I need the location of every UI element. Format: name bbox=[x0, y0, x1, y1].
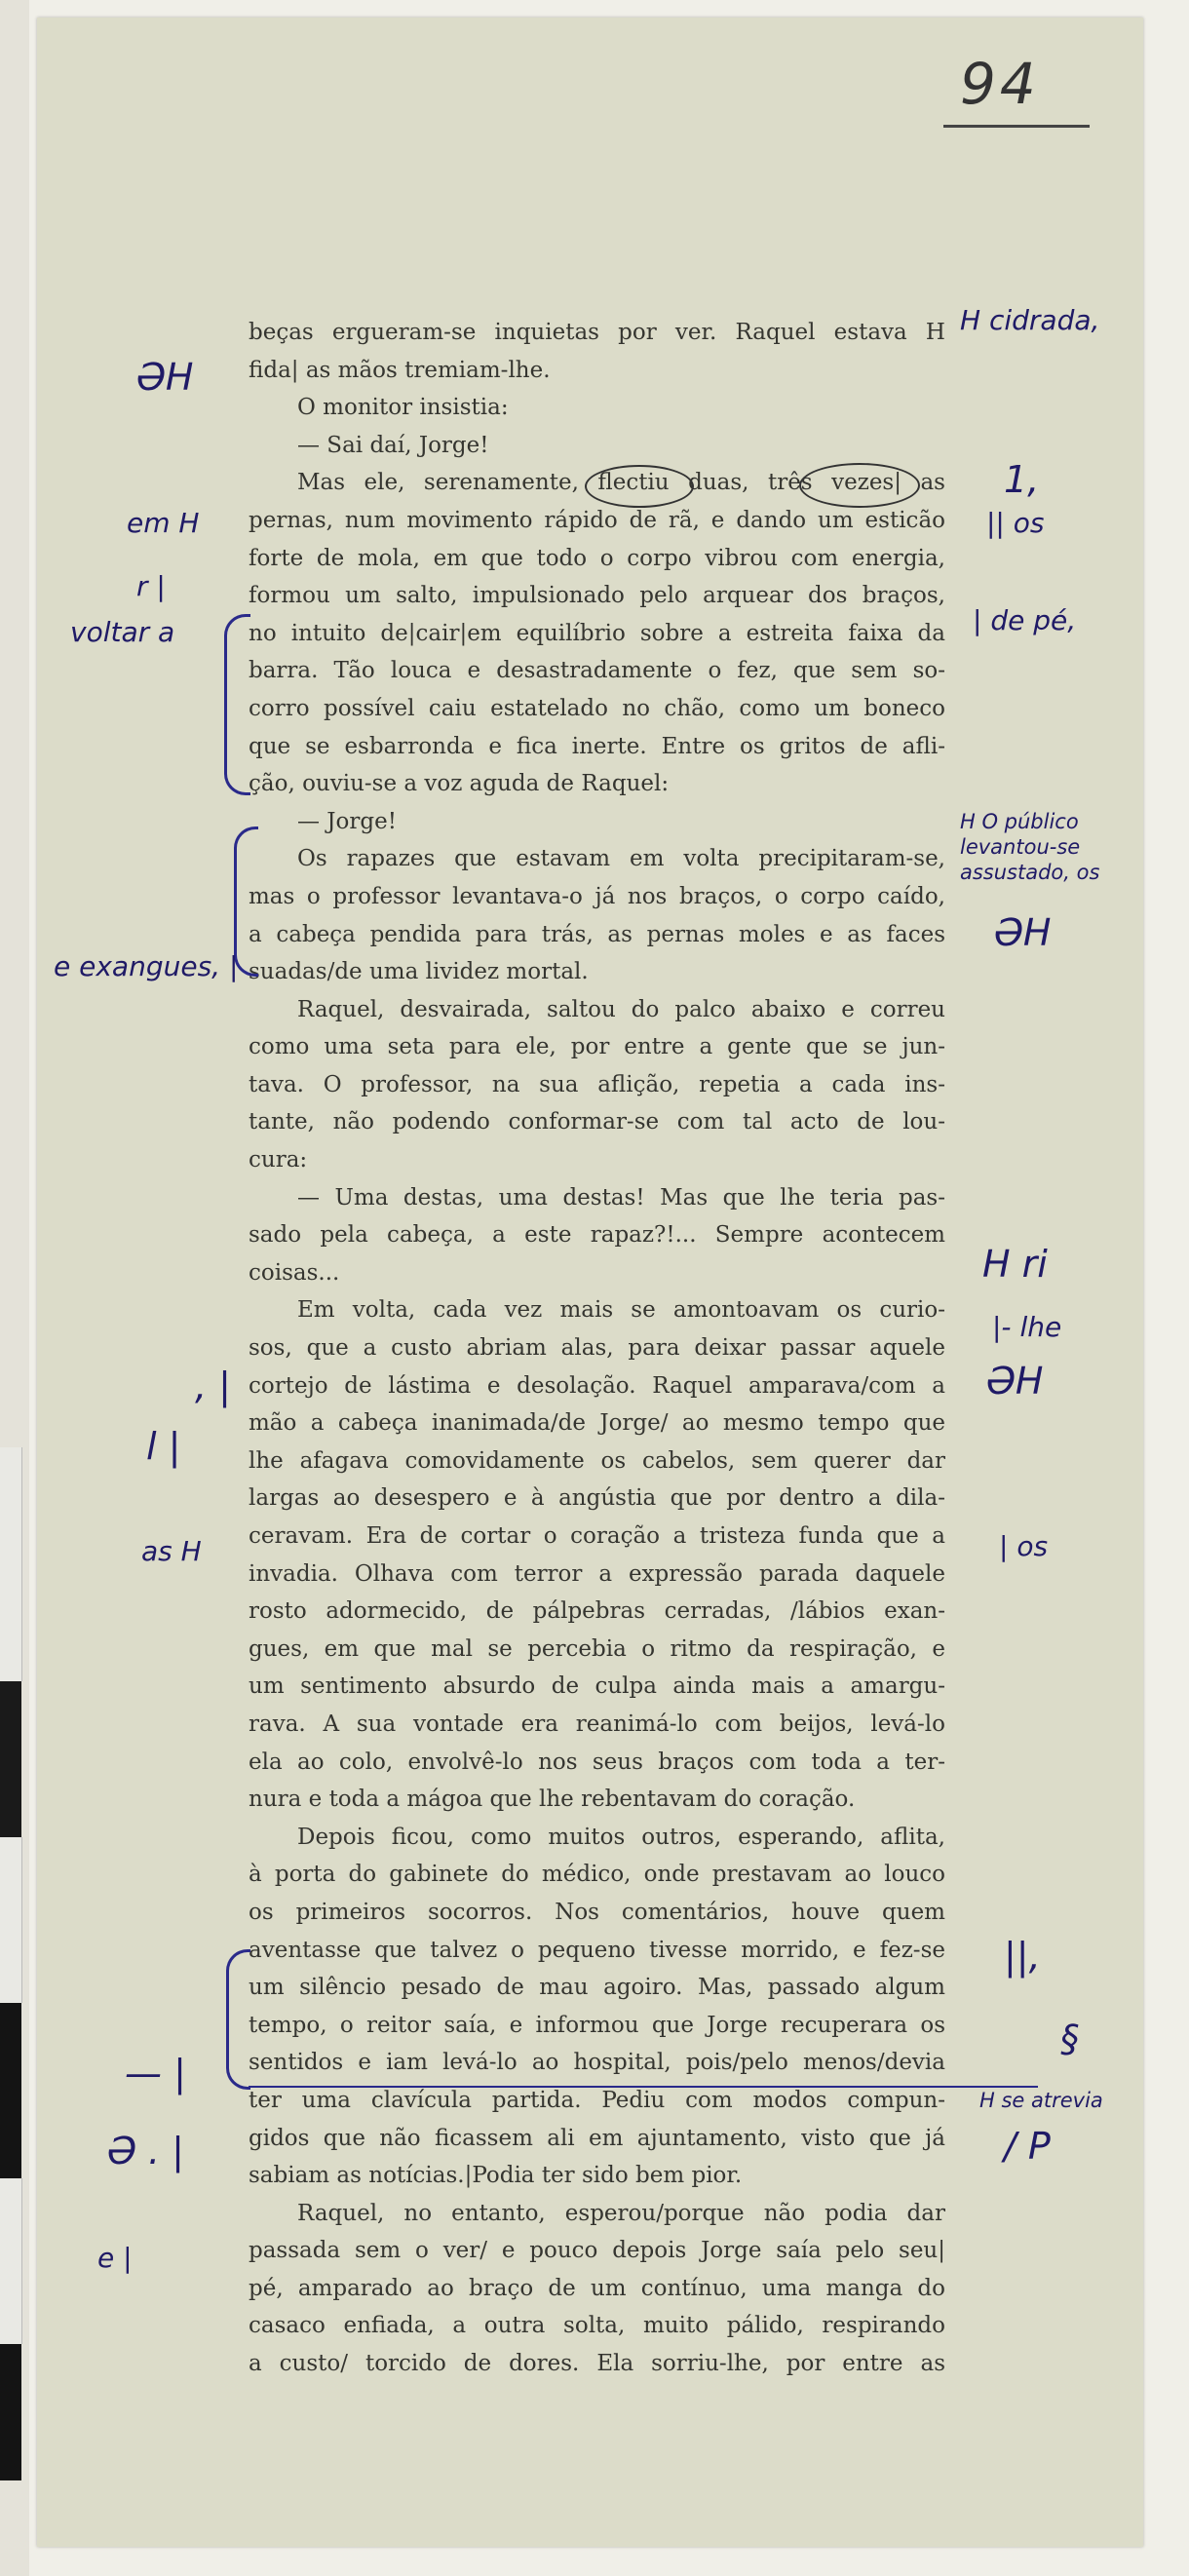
text-line: — Uma destas, uma destas! Mas que lhe teria pas- bbox=[297, 1184, 945, 1211]
margin-note-left: e | bbox=[97, 2242, 133, 2274]
text-line: a cabeça pendida para trás, as pernas moles e as faces bbox=[249, 921, 945, 947]
text-line: ter uma clavícula partida. Pediu com modos compun- bbox=[249, 2087, 945, 2113]
scale-ruler-segment bbox=[0, 2344, 21, 2480]
text-line: gidos que não ficassem ali em ajuntamento, visto que já bbox=[249, 2125, 945, 2151]
text-line: tante, não podendo conformar-se com tal acto de lou- bbox=[249, 1109, 945, 1135]
margin-note-right: H ri bbox=[982, 1243, 1048, 1286]
page-number: 94 bbox=[960, 51, 1040, 117]
margin-note-right: ƏH bbox=[994, 911, 1052, 954]
scale-ruler-segment bbox=[0, 1837, 22, 2003]
margin-note-right: / P bbox=[1004, 2125, 1051, 2168]
text-line: fida| as mãos tremiam-lhe. bbox=[249, 357, 551, 383]
margin-note-right: ƏH bbox=[986, 1360, 1044, 1403]
text-line: invadia. Olhava com terror a expressão parada daquele bbox=[249, 1560, 945, 1587]
text-line: sabiam as notícias.|Podia ter sido bem pior. bbox=[249, 2163, 743, 2189]
margin-note-right: H cidrada, bbox=[960, 304, 1100, 336]
text-line: no intuito de|cair|em equilíbrio sobre a estreita faixa da bbox=[249, 620, 945, 646]
text-line: beças ergueram-se inquietas por ver. Raquel estava H bbox=[249, 320, 945, 345]
text-line: ela ao colo, envolvê-lo nos seus braços com toda a ter- bbox=[249, 1749, 945, 1775]
margin-note-left: — | bbox=[125, 2052, 186, 2095]
text-line: passada sem o ver/ e pouco depois Jorge saía pelo seu| bbox=[249, 2238, 945, 2264]
circled-word-mark bbox=[799, 463, 920, 508]
text-line: um sentimento absurdo de culpa ainda mais a amargu- bbox=[249, 1673, 945, 1700]
margin-note-right: |- lhe bbox=[992, 1311, 1062, 1343]
page-number-underline bbox=[943, 125, 1090, 128]
margin-bracket-mark bbox=[224, 614, 250, 795]
text-line: ceravam. Era de cortar o coração a tristeza funda que a bbox=[249, 1523, 945, 1549]
margin-note-right: | de pé, bbox=[973, 604, 1077, 636]
text-line: à porta do gabinete do médico, onde prestavam ao louco bbox=[249, 1862, 945, 1888]
text-line: sado pela cabeça, a este rapaz?!... Sempre acontecem bbox=[249, 1222, 945, 1249]
text-line: corro possível caiu estatelado no chão, como um boneco bbox=[249, 695, 945, 721]
text-line: gues, em que mal se percebia o ritmo da respiração, e bbox=[249, 1635, 945, 1662]
margin-note-right: 1, bbox=[1004, 458, 1040, 501]
text-line: um silêncio pesado de mau agoiro. Mas, passado algum bbox=[249, 1975, 945, 2001]
text-line: mão a cabeça inanimada/de Jorge/ ao mesmo tempo que bbox=[249, 1410, 945, 1437]
scale-ruler-segment bbox=[0, 2178, 22, 2344]
text-line: rosto adormecido, de pálpebras cerradas, /lábios exan- bbox=[249, 1598, 945, 1625]
text-line: a custo/ torcido de dores. Ela sorriu-lhe, por entre as bbox=[249, 2351, 945, 2377]
body-text bbox=[249, 314, 945, 2383]
text-line: sentidos e iam levá-lo ao hospital, pois/pelo menos/devia bbox=[249, 2050, 945, 2076]
text-line: os primeiros socorros. Nos comentários, houve quem bbox=[249, 1899, 945, 1925]
text-line: O monitor insistia: bbox=[297, 395, 509, 421]
circled-word-mark bbox=[585, 465, 694, 508]
margin-note-left: e exangues, | bbox=[54, 950, 239, 982]
text-line: Em volta, cada vez mais se amontoavam os curio- bbox=[297, 1297, 945, 1324]
text-line: formou um salto, impulsionado pelo arquear dos braços, bbox=[249, 583, 945, 609]
text-line: como uma seta para ele, por entre a gente que se jun- bbox=[249, 1034, 945, 1060]
text-line: Raquel, desvairada, saltou do palco abaixo e correu bbox=[297, 996, 945, 1022]
text-line: forte de mola, em que todo o corpo vibrou com energia, bbox=[249, 545, 945, 571]
scale-ruler-segment bbox=[0, 1447, 22, 1681]
scale-ruler-segment bbox=[0, 2003, 21, 2178]
text-line: Os rapazes que estavam em volta precipitaram-se, bbox=[297, 846, 945, 872]
margin-note-left: , | bbox=[195, 1365, 231, 1407]
scale-ruler-segment bbox=[0, 1681, 21, 1837]
margin-note-right: § bbox=[1060, 2018, 1079, 2060]
text-line: — Jorge! bbox=[297, 808, 397, 834]
text-line: tava. O professor, na sua aflição, repetia a cada ins- bbox=[249, 1071, 945, 1097]
text-line: sos, que a custo abriam alas, para deixar passar aquele bbox=[249, 1335, 945, 1362]
margin-note-left: ƏH bbox=[136, 356, 194, 399]
margin-note-left: r | bbox=[136, 570, 166, 602]
margin-note-right: ||, bbox=[1004, 1935, 1041, 1978]
margin-bracket-mark bbox=[226, 1949, 250, 2090]
text-line: Raquel, no entanto, esperou/porque não podia dar bbox=[297, 2200, 945, 2226]
text-line: cura: bbox=[249, 1147, 308, 1173]
text-line: largas ao desespero e à angústia que por dentro a dila- bbox=[249, 1485, 945, 1512]
text-line: — Sai daí, Jorge! bbox=[297, 432, 489, 458]
text-line: lhe afagava comovidamente os cabelos, sem querer dar bbox=[249, 1447, 945, 1474]
insertion-line-mark bbox=[249, 2086, 1038, 2088]
text-line: Depois ficou, como muitos outros, esperando, aflita, bbox=[297, 1824, 945, 1850]
text-line: Mas ele, serenamente, flectiu duas, três vezes| as bbox=[297, 470, 945, 496]
margin-note-right: H O público levantou-se assustado, os bbox=[960, 810, 1100, 884]
text-line: aventasse que talvez o pequeno tivesse morrido, e fez-se bbox=[249, 1937, 945, 1963]
margin-note-left: as H bbox=[141, 1535, 202, 1567]
text-line: coisas... bbox=[249, 1259, 340, 1286]
text-line: rava. A sua vontade era reanimá-lo com beijos, levá-lo bbox=[249, 1711, 945, 1737]
text-line: pé, amparado ao braço de um contínuo, uma manga do bbox=[249, 2275, 945, 2301]
text-line: cortejo de lástima e desolação. Raquel amparava/com a bbox=[249, 1372, 945, 1399]
text-line: que se esbarronda e fica inerte. Entre os gritos de afli- bbox=[249, 733, 945, 759]
margin-note-left: l | bbox=[146, 1425, 181, 1468]
text-line: casaco enfiada, a outra solta, muito pálido, respirando bbox=[249, 2313, 945, 2339]
text-line: barra. Tão louca e desastradamente o fez, que sem so- bbox=[249, 658, 945, 684]
margin-note-left: Ə . | bbox=[107, 2130, 184, 2172]
text-line: nura e toda a mágoa que lhe rebentavam do coração. bbox=[249, 1787, 856, 1813]
text-line: mas o professor levantava-o já nos braços, o corpo caído, bbox=[249, 883, 945, 909]
text-line: suadas/de uma lividez mortal. bbox=[249, 959, 589, 985]
margin-note-left: voltar a bbox=[70, 616, 175, 648]
margin-note-left: em H bbox=[127, 507, 200, 539]
text-line: pernas, num movimento rápido de rã, e dando um esticão bbox=[249, 507, 945, 533]
text-line: ção, ouviu-se a voz aguda de Raquel: bbox=[249, 771, 670, 797]
text-line: tempo, o reitor saía, e informou que Jorge recuperara os bbox=[249, 2012, 945, 2038]
margin-note-right: | os bbox=[999, 1530, 1049, 1562]
margin-note-right: H se atrevia bbox=[979, 2089, 1103, 2112]
margin-note-right: || os bbox=[986, 507, 1045, 539]
